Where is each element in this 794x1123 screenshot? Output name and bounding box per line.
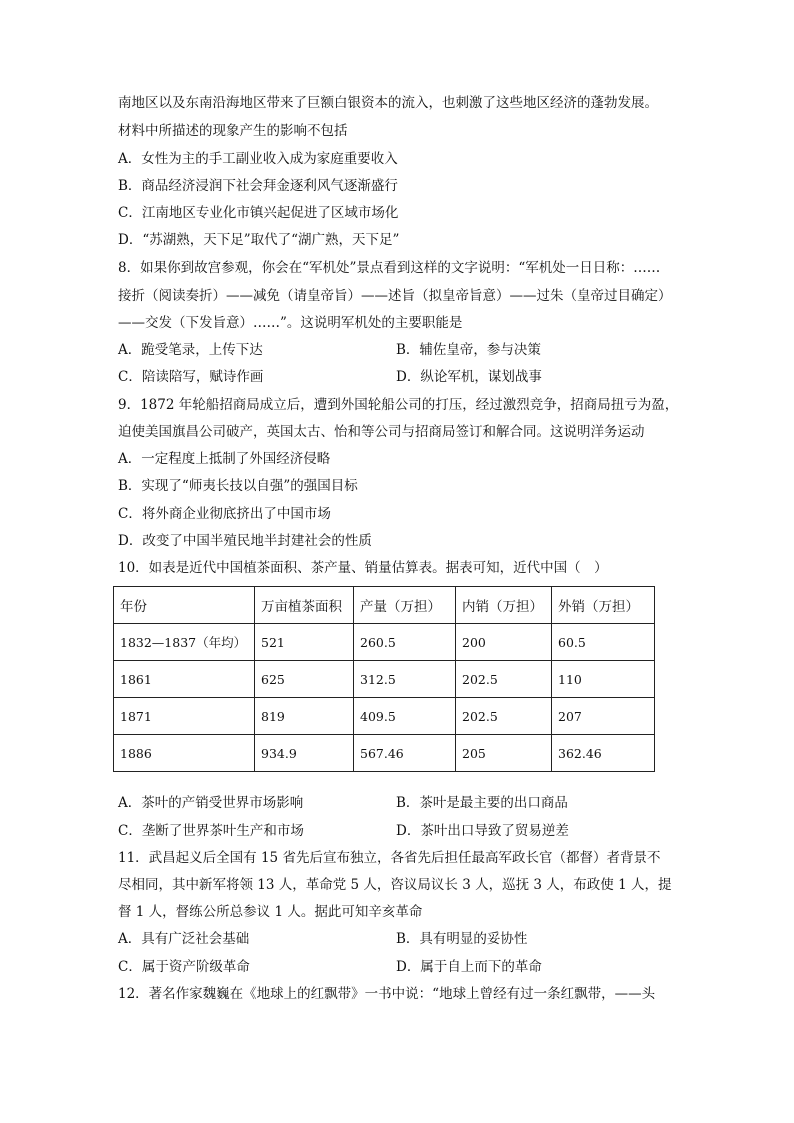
table-cell: 200	[456, 624, 552, 661]
table-cell: 934.9	[255, 735, 354, 772]
table-header-row	[114, 587, 655, 624]
table-cell: 60.5	[552, 624, 655, 661]
tea-data-table	[113, 586, 655, 772]
table-header-cell: 万亩植茶面积	[255, 587, 354, 624]
q11-option-b: B．具有明显的妥协性	[396, 931, 528, 947]
q8-stem-line-3: ——交发（下发旨意）……”。这说明军机处的主要职能是	[118, 315, 463, 331]
table-cell: 260.5	[354, 624, 456, 661]
q9-option-b: B．实现了“师夷长技以自强”的强国目标	[118, 478, 358, 494]
q9-stem-line-2: 迫使美国旗昌公司破产，英国太古、怡和等公司与招商局签订和解合同。这说明洋务运动	[118, 424, 645, 440]
q7-material-tail: 南地区以及东南沿海地区带来了巨额白银资本的流入，也刺激了这些地区经济的蓬勃发展。	[118, 95, 658, 111]
q9-option-d: D．改变了中国半殖民地半封建社会的性质	[118, 533, 372, 549]
q10-option-c: C．垄断了世界茶叶生产和市场	[118, 823, 304, 839]
table-row	[114, 735, 655, 772]
q8-option-d: D．纵论军机，谋划战事	[396, 369, 542, 385]
table-cell: 1871	[114, 698, 255, 735]
table-cell: 312.5	[354, 661, 456, 698]
table-cell: 1886	[114, 735, 255, 772]
table-cell: 819	[255, 698, 354, 735]
q8-option-a: A．跪受笔录，上传下达	[118, 342, 263, 358]
table-cell: 1832—1837（年均）	[114, 624, 255, 661]
q10-option-b: B．茶叶是最主要的出口商品	[396, 795, 568, 811]
table-cell: 409.5	[354, 698, 456, 735]
q8-option-c: C．陪读陪写，赋诗作画	[118, 369, 264, 385]
table-cell: 205	[456, 735, 552, 772]
q7-option-b: B．商品经济浸润下社会拜金逐利风气逐渐盛行	[118, 178, 398, 194]
table-row	[114, 661, 655, 698]
q8-stem-line-1: 8．如果你到故宫参观，你会在“军机处”景点看到这样的文字说明：“军机处一日日称：……	[118, 260, 661, 276]
table-cell: 567.46	[354, 735, 456, 772]
table-row	[114, 624, 655, 661]
q7-option-d: D．“苏湖熟，天下足”取代了“湖广熟，天下足”	[118, 232, 400, 248]
q11-option-a: A．具有广泛社会基础	[118, 931, 250, 947]
q8-option-b: B．辅佐皇帝，参与决策	[396, 342, 541, 358]
table-header-cell: 内销（万担）	[456, 587, 552, 624]
q10-option-d: D．茶叶出口导致了贸易逆差	[396, 823, 569, 839]
table-cell: 625	[255, 661, 354, 698]
table-header-cell: 外销（万担）	[552, 587, 655, 624]
q11-option-c: C．属于资产阶级革命	[118, 959, 250, 975]
table-cell: 110	[552, 661, 655, 698]
q7-option-c: C．江南地区专业化市镇兴起促进了区域市场化	[118, 205, 399, 221]
q8-stem-line-2: 接折（阅读奏折）——减免（请皇帝旨）——述旨（拟皇帝旨意）——过朱（皇帝过目确定）	[118, 288, 672, 304]
q10-option-a: A．茶叶的产销受世界市场影响	[118, 795, 304, 811]
q11-stem-line-3: 督 1 人，督练公所总参议 1 人。据此可知辛亥革命	[118, 904, 423, 920]
q9-option-c: C．将外商企业彻底挤出了中国市场	[118, 506, 331, 522]
table-header-cell: 产量（万担）	[354, 587, 456, 624]
table-row	[114, 698, 655, 735]
q11-stem-line-2: 尽相同，其中新军将领 13 人，革命党 5 人，咨议局议长 3 人，巡抚 3 人，布政使 1 人，提	[118, 877, 672, 893]
q7-prompt: 材料中所描述的现象产生的影响不包括	[118, 123, 348, 139]
table-cell: 521	[255, 624, 354, 661]
table-header-cell: 年份	[114, 587, 255, 624]
table-cell: 207	[552, 698, 655, 735]
q10-stem: 10．如表是近代中国植茶面积、茶产量、销量估算表。据表可知，近代中国（ ）	[118, 560, 608, 576]
table-cell: 202.5	[456, 661, 552, 698]
q9-option-a: A．一定程度上抵制了外国经济侵略	[118, 451, 331, 467]
q11-stem-line-1: 11．武昌起义后全国有 15 省先后宣布独立，各省先后担任最高军政长官（都督）者背景不	[118, 850, 661, 866]
table-cell: 362.46	[552, 735, 655, 772]
q9-stem-line-1: 9．1872 年轮船招商局成立后，遭到外国轮船公司的打压，经过激烈竞争，招商局扭亏为盈，	[118, 397, 679, 413]
table-cell: 1861	[114, 661, 255, 698]
q11-option-d: D．属于自上而下的革命	[396, 959, 542, 975]
q7-option-a: A．女性为主的手工副业收入成为家庭重要收入	[118, 151, 398, 167]
q12-stem: 12．著名作家魏巍在《地球上的红飘带》一书中说：“地球上曾经有过一条红飘带，——头	[118, 986, 656, 1002]
table-cell: 202.5	[456, 698, 552, 735]
